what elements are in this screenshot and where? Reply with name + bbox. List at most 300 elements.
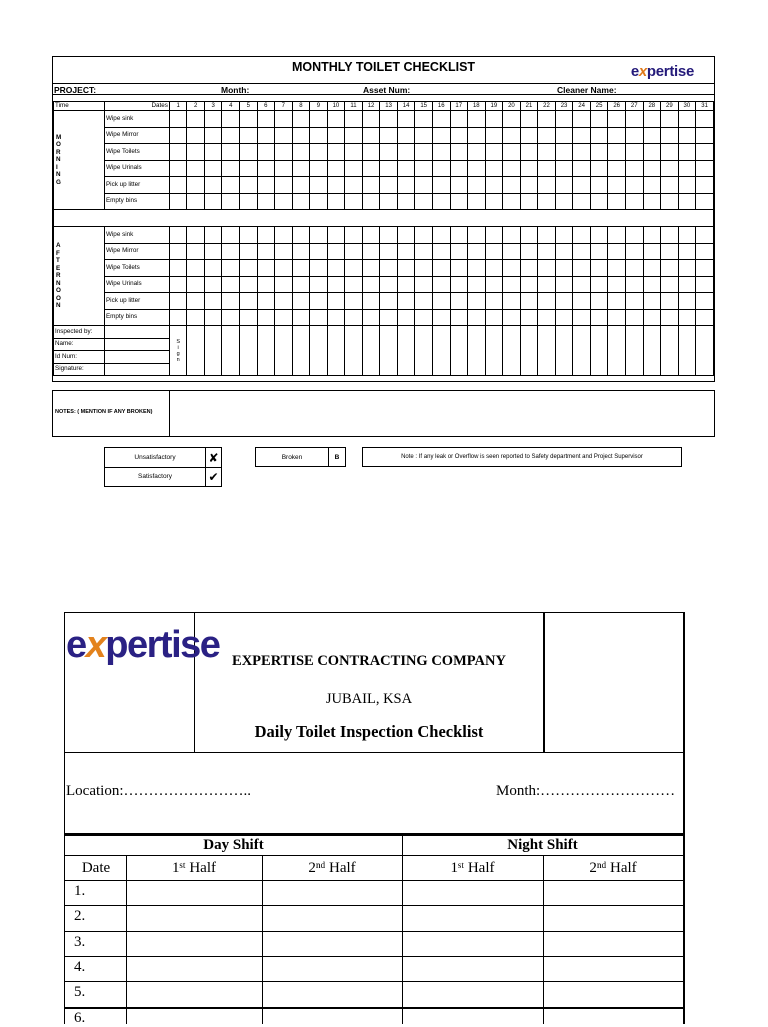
check-cell[interactable] — [240, 276, 258, 293]
check-cell[interactable] — [643, 111, 661, 128]
check-cell[interactable] — [432, 276, 450, 293]
check-cell[interactable] — [415, 276, 433, 293]
check-cell[interactable] — [608, 177, 626, 194]
check-cell[interactable] — [520, 144, 538, 161]
inspection-field[interactable] — [104, 363, 169, 376]
check-cell[interactable] — [327, 177, 345, 194]
check-cell[interactable] — [450, 260, 468, 277]
check-cell[interactable] — [696, 160, 714, 177]
check-cell[interactable] — [432, 177, 450, 194]
signature-cell[interactable] — [275, 326, 293, 376]
check-cell[interactable] — [590, 160, 608, 177]
check-cell[interactable] — [432, 309, 450, 326]
check-cell[interactable] — [468, 260, 486, 277]
signature-cell[interactable] — [468, 326, 486, 376]
check-cell[interactable] — [362, 144, 380, 161]
check-cell[interactable] — [590, 260, 608, 277]
check-cell[interactable] — [380, 243, 398, 260]
check-cell[interactable] — [625, 160, 643, 177]
check-cell[interactable] — [696, 260, 714, 277]
check-cell[interactable] — [169, 243, 187, 260]
check-cell[interactable] — [608, 127, 626, 144]
signature-cell[interactable] — [555, 326, 573, 376]
check-cell[interactable] — [573, 243, 591, 260]
check-cell[interactable] — [555, 144, 573, 161]
check-cell[interactable] — [257, 127, 275, 144]
check-cell[interactable] — [397, 227, 415, 244]
check-cell[interactable] — [643, 276, 661, 293]
check-cell[interactable] — [520, 177, 538, 194]
check-cell[interactable] — [257, 193, 275, 210]
check-cell[interactable] — [696, 111, 714, 128]
check-cell[interactable] — [573, 144, 591, 161]
check-cell[interactable] — [187, 177, 205, 194]
check-cell[interactable] — [187, 276, 205, 293]
check-cell[interactable] — [468, 227, 486, 244]
check-cell[interactable] — [538, 160, 556, 177]
check-cell[interactable] — [573, 127, 591, 144]
check-cell[interactable] — [275, 227, 293, 244]
check-cell[interactable] — [555, 293, 573, 310]
check-cell[interactable] — [590, 111, 608, 128]
check-cell[interactable] — [643, 177, 661, 194]
check-cell[interactable] — [485, 144, 503, 161]
check-cell[interactable] — [450, 193, 468, 210]
check-cell[interactable] — [292, 293, 310, 310]
check-cell[interactable] — [555, 177, 573, 194]
check-cell[interactable] — [415, 144, 433, 161]
check-cell[interactable] — [257, 160, 275, 177]
signature-cell[interactable] — [257, 326, 275, 376]
check-cell[interactable] — [169, 111, 187, 128]
check-cell[interactable] — [204, 160, 222, 177]
check-cell[interactable] — [468, 127, 486, 144]
check-cell[interactable] — [520, 193, 538, 210]
check-cell[interactable] — [187, 260, 205, 277]
check-cell[interactable] — [240, 127, 258, 144]
check-cell[interactable] — [608, 111, 626, 128]
check-cell[interactable] — [169, 193, 187, 210]
check-cell[interactable] — [450, 127, 468, 144]
check-cell[interactable] — [257, 243, 275, 260]
check-cell[interactable] — [187, 127, 205, 144]
check-cell[interactable] — [450, 227, 468, 244]
check-cell[interactable] — [590, 309, 608, 326]
signature-cell[interactable] — [380, 326, 398, 376]
check-cell[interactable] — [380, 160, 398, 177]
check-cell[interactable] — [187, 144, 205, 161]
check-cell[interactable] — [204, 260, 222, 277]
check-cell[interactable] — [275, 276, 293, 293]
check-cell[interactable] — [169, 177, 187, 194]
check-cell[interactable] — [240, 293, 258, 310]
check-cell[interactable] — [275, 193, 293, 210]
check-cell[interactable] — [397, 293, 415, 310]
check-cell[interactable] — [625, 309, 643, 326]
check-cell[interactable] — [432, 111, 450, 128]
check-cell[interactable] — [345, 193, 363, 210]
check-cell[interactable] — [608, 293, 626, 310]
check-cell[interactable] — [222, 227, 240, 244]
check-cell[interactable] — [503, 276, 521, 293]
check-cell[interactable] — [310, 144, 328, 161]
check-cell[interactable] — [468, 193, 486, 210]
check-cell[interactable] — [345, 177, 363, 194]
check-cell[interactable] — [222, 177, 240, 194]
check-cell[interactable] — [432, 160, 450, 177]
check-cell[interactable] — [397, 160, 415, 177]
check-cell[interactable] — [538, 144, 556, 161]
check-cell[interactable] — [538, 227, 556, 244]
check-cell[interactable] — [257, 309, 275, 326]
signature-cell[interactable] — [538, 326, 556, 376]
check-cell[interactable] — [625, 144, 643, 161]
check-cell[interactable] — [345, 227, 363, 244]
check-cell[interactable] — [310, 276, 328, 293]
check-cell[interactable] — [661, 160, 679, 177]
check-cell[interactable] — [292, 243, 310, 260]
check-cell[interactable] — [538, 127, 556, 144]
check-cell[interactable] — [362, 160, 380, 177]
check-cell[interactable] — [590, 293, 608, 310]
signature-cell[interactable] — [397, 326, 415, 376]
check-cell[interactable] — [292, 227, 310, 244]
signature-cell[interactable] — [327, 326, 345, 376]
check-cell[interactable] — [590, 193, 608, 210]
check-cell[interactable] — [608, 309, 626, 326]
check-cell[interactable] — [608, 243, 626, 260]
check-cell[interactable] — [187, 293, 205, 310]
check-cell[interactable] — [187, 160, 205, 177]
check-cell[interactable] — [520, 243, 538, 260]
check-cell[interactable] — [345, 127, 363, 144]
check-cell[interactable] — [275, 144, 293, 161]
check-cell[interactable] — [503, 160, 521, 177]
check-cell[interactable] — [538, 309, 556, 326]
check-cell[interactable] — [432, 127, 450, 144]
check-cell[interactable] — [310, 243, 328, 260]
check-cell[interactable] — [450, 111, 468, 128]
check-cell[interactable] — [327, 111, 345, 128]
check-cell[interactable] — [345, 309, 363, 326]
check-cell[interactable] — [327, 193, 345, 210]
check-cell[interactable] — [520, 260, 538, 277]
check-cell[interactable] — [204, 127, 222, 144]
check-cell[interactable] — [222, 260, 240, 277]
check-cell[interactable] — [204, 193, 222, 210]
check-cell[interactable] — [538, 260, 556, 277]
signature-cell[interactable] — [310, 326, 328, 376]
check-cell[interactable] — [362, 127, 380, 144]
check-cell[interactable] — [573, 177, 591, 194]
check-cell[interactable] — [520, 227, 538, 244]
check-cell[interactable] — [503, 227, 521, 244]
check-cell[interactable] — [555, 127, 573, 144]
check-cell[interactable] — [222, 111, 240, 128]
check-cell[interactable] — [661, 111, 679, 128]
check-cell[interactable] — [380, 227, 398, 244]
check-cell[interactable] — [345, 260, 363, 277]
check-cell[interactable] — [222, 193, 240, 210]
signature-cell[interactable] — [415, 326, 433, 376]
check-cell[interactable] — [362, 193, 380, 210]
check-cell[interactable] — [625, 127, 643, 144]
check-cell[interactable] — [450, 160, 468, 177]
check-cell[interactable] — [204, 293, 222, 310]
check-cell[interactable] — [327, 309, 345, 326]
check-cell[interactable] — [292, 309, 310, 326]
check-cell[interactable] — [380, 309, 398, 326]
check-cell[interactable] — [327, 293, 345, 310]
check-cell[interactable] — [275, 177, 293, 194]
check-cell[interactable] — [485, 243, 503, 260]
signature-cell[interactable] — [503, 326, 521, 376]
check-cell[interactable] — [468, 160, 486, 177]
signature-cell[interactable] — [345, 326, 363, 376]
check-cell[interactable] — [345, 293, 363, 310]
check-cell[interactable] — [696, 309, 714, 326]
inspection-field[interactable] — [104, 326, 169, 339]
check-cell[interactable] — [292, 193, 310, 210]
check-cell[interactable] — [520, 293, 538, 310]
check-cell[interactable] — [240, 227, 258, 244]
check-cell[interactable] — [468, 243, 486, 260]
check-cell[interactable] — [625, 293, 643, 310]
check-cell[interactable] — [678, 160, 696, 177]
check-cell[interactable] — [169, 127, 187, 144]
check-cell[interactable] — [345, 276, 363, 293]
check-cell[interactable] — [169, 276, 187, 293]
check-cell[interactable] — [661, 127, 679, 144]
check-cell[interactable] — [573, 293, 591, 310]
check-cell[interactable] — [643, 193, 661, 210]
check-cell[interactable] — [450, 309, 468, 326]
check-cell[interactable] — [555, 111, 573, 128]
check-cell[interactable] — [275, 260, 293, 277]
check-cell[interactable] — [555, 243, 573, 260]
signature-cell[interactable] — [678, 326, 696, 376]
check-cell[interactable] — [503, 193, 521, 210]
signature-cell[interactable] — [222, 326, 240, 376]
check-cell[interactable] — [450, 177, 468, 194]
check-cell[interactable] — [257, 111, 275, 128]
check-cell[interactable] — [678, 111, 696, 128]
check-cell[interactable] — [222, 144, 240, 161]
inspection-field[interactable] — [104, 338, 169, 351]
check-cell[interactable] — [397, 260, 415, 277]
check-cell[interactable] — [573, 309, 591, 326]
check-cell[interactable] — [696, 227, 714, 244]
check-cell[interactable] — [169, 227, 187, 244]
check-cell[interactable] — [432, 260, 450, 277]
check-cell[interactable] — [380, 144, 398, 161]
check-cell[interactable] — [240, 243, 258, 260]
check-cell[interactable] — [362, 260, 380, 277]
check-cell[interactable] — [696, 177, 714, 194]
check-cell[interactable] — [625, 276, 643, 293]
check-cell[interactable] — [625, 227, 643, 244]
check-cell[interactable] — [643, 127, 661, 144]
check-cell[interactable] — [362, 309, 380, 326]
check-cell[interactable] — [292, 276, 310, 293]
check-cell[interactable] — [397, 309, 415, 326]
check-cell[interactable] — [503, 243, 521, 260]
check-cell[interactable] — [204, 243, 222, 260]
check-cell[interactable] — [415, 127, 433, 144]
check-cell[interactable] — [415, 111, 433, 128]
check-cell[interactable] — [468, 177, 486, 194]
check-cell[interactable] — [520, 276, 538, 293]
check-cell[interactable] — [520, 160, 538, 177]
check-cell[interactable] — [485, 160, 503, 177]
check-cell[interactable] — [275, 160, 293, 177]
check-cell[interactable] — [240, 111, 258, 128]
check-cell[interactable] — [327, 144, 345, 161]
check-cell[interactable] — [590, 144, 608, 161]
check-cell[interactable] — [625, 193, 643, 210]
check-cell[interactable] — [538, 177, 556, 194]
check-cell[interactable] — [362, 243, 380, 260]
check-cell[interactable] — [678, 127, 696, 144]
check-cell[interactable] — [292, 260, 310, 277]
check-cell[interactable] — [345, 160, 363, 177]
check-cell[interactable] — [397, 276, 415, 293]
check-cell[interactable] — [590, 227, 608, 244]
check-cell[interactable] — [503, 309, 521, 326]
check-cell[interactable] — [485, 293, 503, 310]
check-cell[interactable] — [555, 260, 573, 277]
check-cell[interactable] — [397, 177, 415, 194]
check-cell[interactable] — [397, 111, 415, 128]
check-cell[interactable] — [661, 144, 679, 161]
check-cell[interactable] — [643, 260, 661, 277]
check-cell[interactable] — [310, 227, 328, 244]
check-cell[interactable] — [432, 144, 450, 161]
check-cell[interactable] — [678, 193, 696, 210]
check-cell[interactable] — [696, 276, 714, 293]
check-cell[interactable] — [169, 260, 187, 277]
signature-cell[interactable] — [625, 326, 643, 376]
check-cell[interactable] — [415, 309, 433, 326]
check-cell[interactable] — [573, 193, 591, 210]
check-cell[interactable] — [625, 243, 643, 260]
check-cell[interactable] — [661, 227, 679, 244]
check-cell[interactable] — [327, 276, 345, 293]
check-cell[interactable] — [327, 160, 345, 177]
check-cell[interactable] — [555, 309, 573, 326]
check-cell[interactable] — [415, 160, 433, 177]
check-cell[interactable] — [678, 177, 696, 194]
check-cell[interactable] — [625, 177, 643, 194]
check-cell[interactable] — [292, 160, 310, 177]
check-cell[interactable] — [643, 309, 661, 326]
check-cell[interactable] — [310, 293, 328, 310]
check-cell[interactable] — [485, 260, 503, 277]
check-cell[interactable] — [468, 111, 486, 128]
check-cell[interactable] — [345, 243, 363, 260]
check-cell[interactable] — [573, 260, 591, 277]
check-cell[interactable] — [187, 193, 205, 210]
check-cell[interactable] — [538, 193, 556, 210]
check-cell[interactable] — [520, 127, 538, 144]
check-cell[interactable] — [555, 193, 573, 210]
check-cell[interactable] — [327, 260, 345, 277]
check-cell[interactable] — [204, 227, 222, 244]
check-cell[interactable] — [485, 193, 503, 210]
check-cell[interactable] — [362, 177, 380, 194]
signature-cell[interactable] — [432, 326, 450, 376]
check-cell[interactable] — [169, 160, 187, 177]
check-cell[interactable] — [573, 227, 591, 244]
check-cell[interactable] — [485, 111, 503, 128]
check-cell[interactable] — [222, 309, 240, 326]
check-cell[interactable] — [503, 177, 521, 194]
check-cell[interactable] — [240, 144, 258, 161]
check-cell[interactable] — [573, 111, 591, 128]
check-cell[interactable] — [538, 293, 556, 310]
check-cell[interactable] — [397, 193, 415, 210]
check-cell[interactable] — [310, 160, 328, 177]
signature-cell[interactable] — [292, 326, 310, 376]
signature-cell[interactable] — [661, 326, 679, 376]
check-cell[interactable] — [450, 243, 468, 260]
check-cell[interactable] — [380, 111, 398, 128]
check-cell[interactable] — [240, 177, 258, 194]
check-cell[interactable] — [678, 293, 696, 310]
check-cell[interactable] — [310, 111, 328, 128]
check-cell[interactable] — [169, 293, 187, 310]
signature-cell[interactable] — [485, 326, 503, 376]
check-cell[interactable] — [643, 227, 661, 244]
check-cell[interactable] — [362, 276, 380, 293]
check-cell[interactable] — [275, 309, 293, 326]
check-cell[interactable] — [415, 227, 433, 244]
check-cell[interactable] — [345, 144, 363, 161]
check-cell[interactable] — [520, 111, 538, 128]
check-cell[interactable] — [696, 243, 714, 260]
check-cell[interactable] — [538, 243, 556, 260]
check-cell[interactable] — [345, 111, 363, 128]
check-cell[interactable] — [555, 227, 573, 244]
check-cell[interactable] — [661, 177, 679, 194]
check-cell[interactable] — [643, 243, 661, 260]
check-cell[interactable] — [292, 177, 310, 194]
check-cell[interactable] — [310, 193, 328, 210]
check-cell[interactable] — [310, 127, 328, 144]
check-cell[interactable] — [432, 193, 450, 210]
check-cell[interactable] — [169, 309, 187, 326]
check-cell[interactable] — [327, 127, 345, 144]
check-cell[interactable] — [275, 293, 293, 310]
check-cell[interactable] — [240, 309, 258, 326]
check-cell[interactable] — [380, 293, 398, 310]
check-cell[interactable] — [432, 243, 450, 260]
check-cell[interactable] — [485, 276, 503, 293]
signature-cell[interactable] — [573, 326, 591, 376]
check-cell[interactable] — [432, 227, 450, 244]
signature-cell[interactable] — [187, 326, 205, 376]
check-cell[interactable] — [485, 177, 503, 194]
check-cell[interactable] — [678, 144, 696, 161]
check-cell[interactable] — [468, 144, 486, 161]
check-cell[interactable] — [643, 160, 661, 177]
check-cell[interactable] — [696, 144, 714, 161]
check-cell[interactable] — [415, 193, 433, 210]
check-cell[interactable] — [275, 243, 293, 260]
check-cell[interactable] — [678, 276, 696, 293]
check-cell[interactable] — [275, 127, 293, 144]
check-cell[interactable] — [538, 276, 556, 293]
